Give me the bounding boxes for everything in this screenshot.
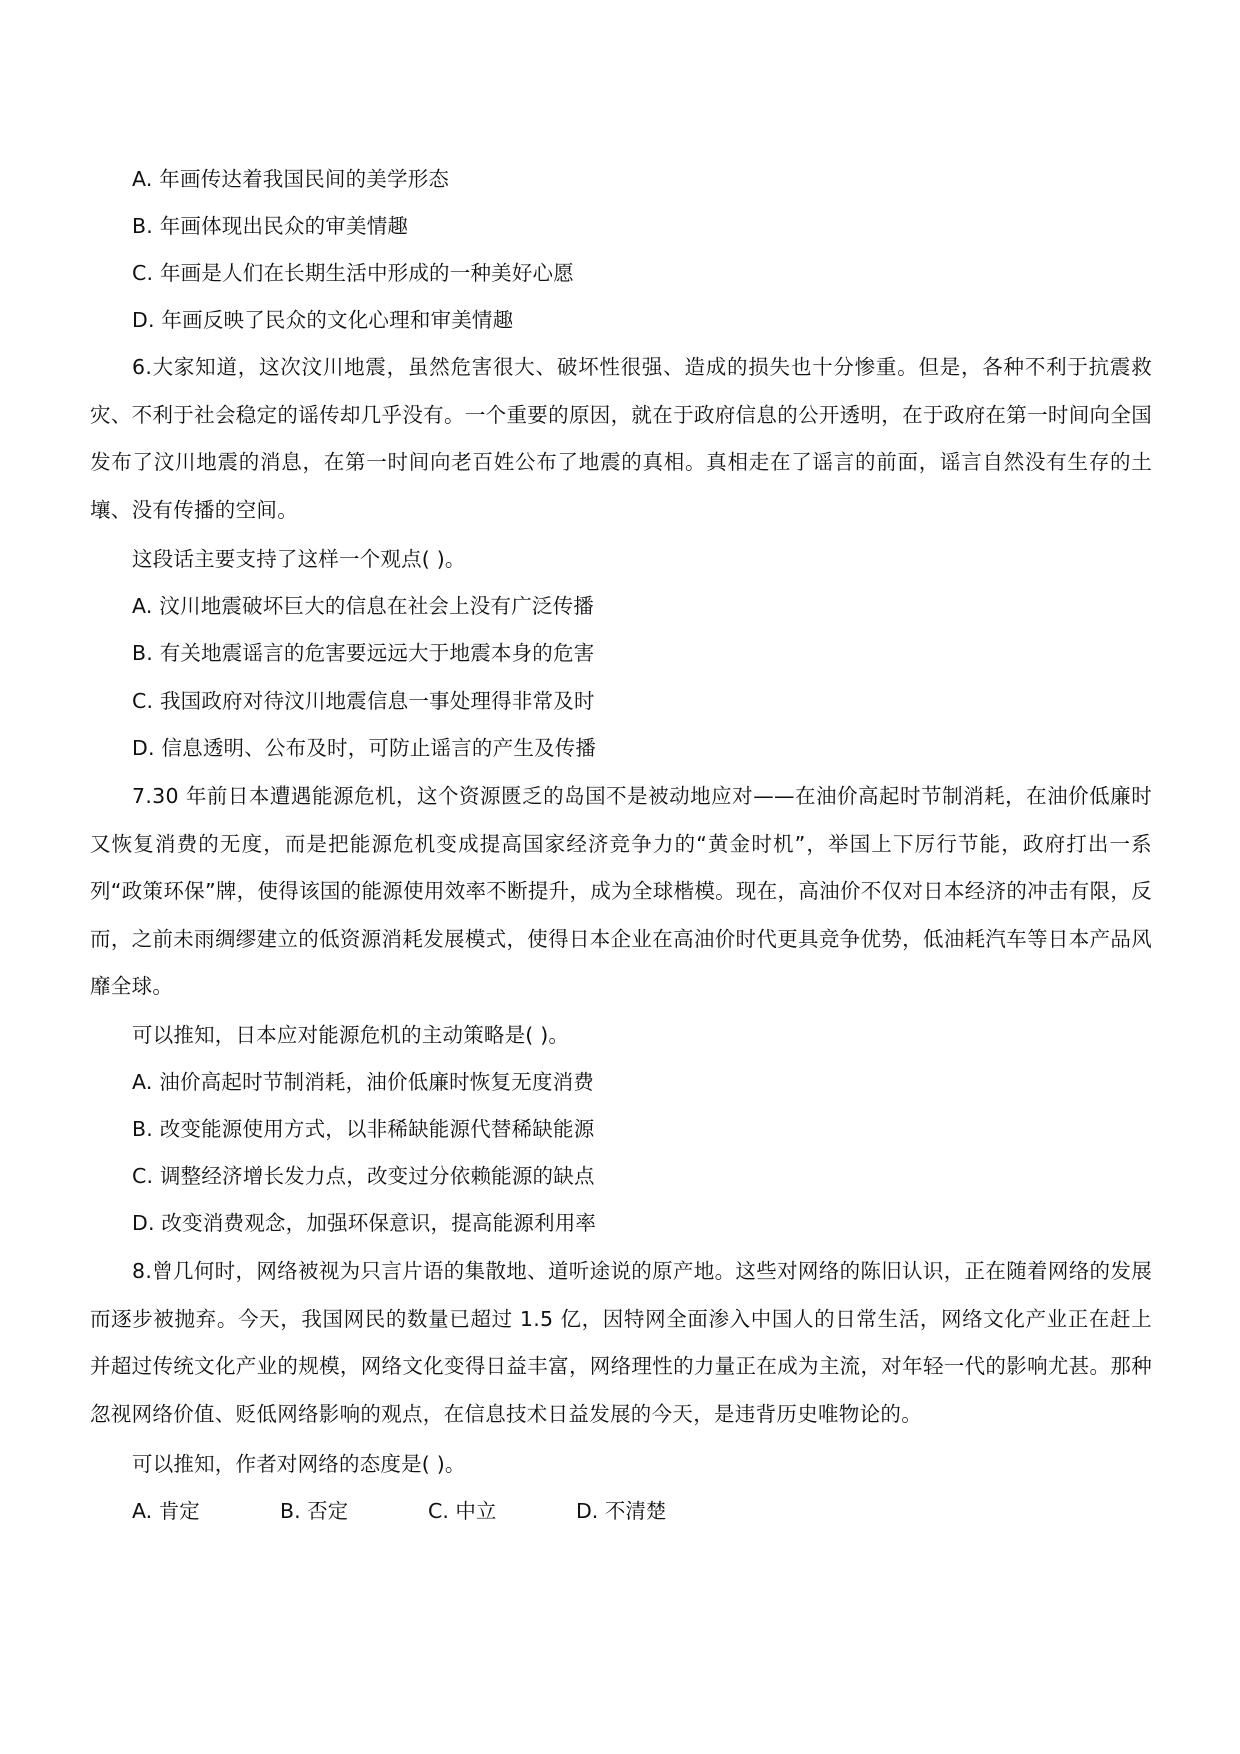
q7-question: 可以推知，日本应对能源危机的主动策略是( )。 [132,1023,570,1047]
q6-option-a: A. 汶川地震破坏巨大的信息在社会上没有广泛传播 [132,594,594,618]
q5-option-a: A. 年画传达着我国民间的美学形态 [132,167,450,191]
q7-option-a: A. 油价高起时节制消耗，油价低廉时恢复无度消费 [132,1070,594,1094]
q5-option-d: D. 年画反映了民众的文化心理和审美情趣 [132,308,514,332]
q8-option-d: D. 不清楚 [576,1499,667,1523]
q5-option-b: B. 年画体现出民众的审美情趣 [132,214,409,238]
q5-option-c: C. 年画是人们在长期生活中形成的一种美好心愿 [132,261,574,285]
q8-stem: 8.曾几何时，网络被视为只言片语的集散地、道听途说的原产地。这些对网络的陈旧认识，正在随着网络的发展而逐步被抛弃。今天，我国网民的数量已超过 1.5 亿，因特网全面渗入中国人的日常生活，网络文化产业正在赶上并超过传统文化产业的规模，网络文化变得日益丰富，网络理性的力量正在成为主流，对年轻一代的影响尤甚。那种忽视网络价值、贬低网络影响的观点，在信息技术日益发展的今天，是违背历史唯物论的。 [90,1259,1152,1426]
q7-option-b: B. 改变能源使用方式，以非稀缺能源代替稀缺能源 [132,1117,595,1141]
q6-option-d: D. 信息透明、公布及时，可防止谣言的产生及传播 [132,736,597,760]
q7-stem: 7.30 年前日本遭遇能源危机，这个资源匮乏的岛国不是被动地应对——在油价高起时节制消耗，在油价低廉时又恢复消费的无度，而是把能源危机变成提高国家经济竞争力的“黄金时机”，举国上下厉行节能，政府打出一系列“政策环保”牌，使得该国的能源使用效率不断提升，成为全球楷模。现在，高油价不仅对日本经济的冲击有限，反而，之前未雨绸缪建立的低资源消耗发展模式，使得日本企业在高油价时代更具竞争优势，低油耗汽车等日本产品风靡全球。 [90,784,1152,998]
q7-option-d: D. 改变消费观念，加强环保意识，提高能源利用率 [132,1211,597,1235]
q6-stem: 6.大家知道，这次汶川地震，虽然危害很大、破坏性很强、造成的损失也十分惨重。但是，各种不利于抗震救灾、不利于社会稳定的谣传却几乎没有。一个重要的原因，就在于政府信息的公开透明，在于政府在第一时间向全国发布了汶川地震的消息，在第一时间向老百姓公布了地震的真相。真相走在了谣言的前面，谣言自然没有生存的土壤、没有传播的空间。 [90,355,1152,522]
q7-option-c: C. 调整经济增长发力点，改变过分依赖能源的缺点 [132,1164,595,1188]
q8-option-a: A. 肯定 [132,1499,200,1523]
q8-question: 可以推知，作者对网络的态度是( )。 [132,1452,466,1476]
q8-option-c: C. 中立 [428,1499,497,1523]
q6-question: 这段话主要支持了这样一个观点( )。 [132,547,466,571]
q6-option-c: C. 我国政府对待汶川地震信息一事处理得非常及时 [132,689,595,713]
q6-option-b: B. 有关地震谣言的危害要远远大于地震本身的危害 [132,641,595,665]
q8-option-b: B. 否定 [280,1499,349,1523]
